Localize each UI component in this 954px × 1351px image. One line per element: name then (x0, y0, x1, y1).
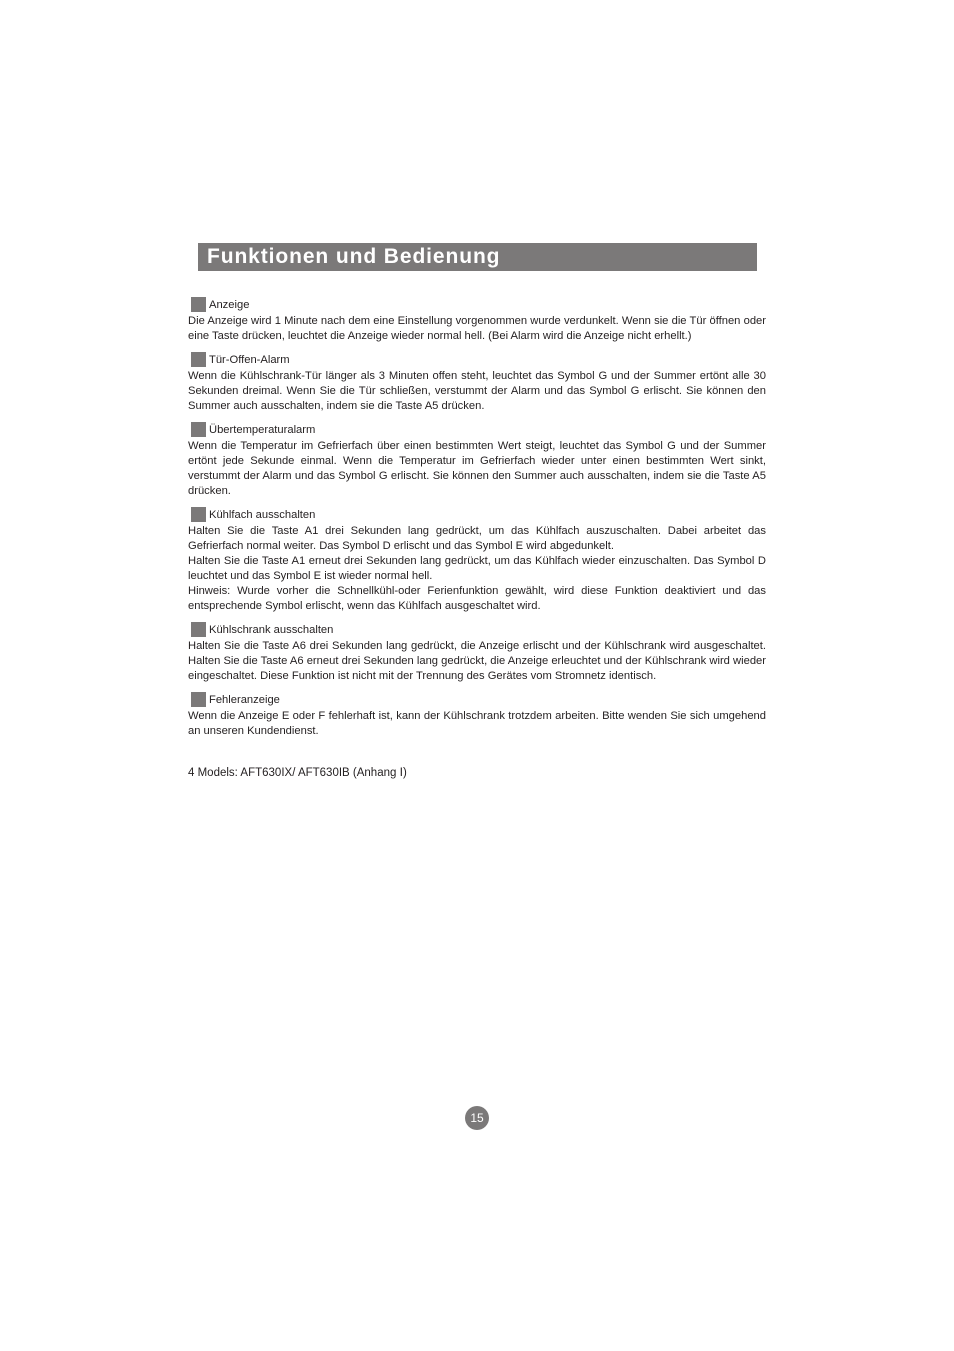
section-heading (191, 690, 766, 707)
section-fridge-compartment-off (188, 505, 766, 614)
square-bullet-icon (191, 692, 206, 707)
section-paragraph: Halten Sie die Taste A1 erneut drei Sekunden lang gedrückt, um das Kühlfach wieder einzuschalten. Das Symbol D leuchtet und das Symbol E ist wieder normal hell. (188, 555, 766, 582)
content-body (188, 295, 766, 745)
section-heading-label: Anzeige (209, 299, 250, 311)
square-bullet-icon (191, 622, 206, 637)
section-paragraph: Wenn die Temperatur im Gefrierfach über einen bestimmten Wert steigt, leuchtet das Symbol G und der Summer ertönt jede Sekunde einmal. Wenn die Temperatur im Gefrierfach wieder unter einen bestimmten Wert sinkt, verstummt der Alarm und das Symbol G erlischt. Sie können den Summer auch ausschalten, indem sie die Taste A5 drücken. (188, 440, 766, 497)
section-refrigerator-off (188, 620, 766, 684)
section-paragraph: Wenn die Kühlschrank-Tür länger als 3 Minuten offen steht, leuchtet das Symbol G und der Summer ertönt alle 30 Sekunden dreimal. Wenn Sie die Tür schließen, verstummt der Alarm und das Symbol G erlischt. Sie können den Summer auch ausschalten, indem sie die Taste A5 drücken. (188, 370, 766, 412)
section-paragraph: Halten Sie die Taste A6 drei Sekunden lang gedrückt, die Anzeige erlischt und der Kühlschrank wird ausgeschaltet. Halten Sie die Taste A6 erneut drei Sekunden lang gedrückt, die Anzeige erleuchtet und der Kühlschrank wird wieder eingeschaltet. Diese Funktion ist nicht mit der Trennung des Gerätes vom Stromnetz identisch. (188, 640, 766, 682)
section-heading-label: Kühlfach ausschalten (209, 509, 316, 521)
section-heading-label: Kühlschrank ausschalten (209, 624, 334, 636)
section-heading (191, 295, 766, 312)
square-bullet-icon (191, 352, 206, 367)
section-heading (191, 350, 766, 367)
section-heading (191, 620, 766, 637)
section-heading (191, 420, 766, 437)
section-paragraph: Wenn die Anzeige E oder F fehlerhaft ist, kann der Kühlschrank trotzdem arbeiten. Bitte wenden Sie sich umgehend an unseren Kundendienst. (188, 710, 766, 737)
section-door-open-alarm (188, 350, 766, 414)
models-note: 4 Models: AFT630IX/ AFT630IB (Anhang Ⅰ) (188, 767, 407, 779)
section-heading-label: Übertemperaturalarm (209, 424, 316, 436)
section-heading-label: Fehleranzeige (209, 694, 280, 706)
square-bullet-icon (191, 507, 206, 522)
page-title: Funktionen und Bedienung (207, 245, 501, 268)
section-paragraph: Hinweis: Wurde vorher die Schnellkühl-oder Ferienfunktion gewählt, wird diese Funktion deaktiviert und das entsprechende Symbol erlischt, wenn das Kühlfach ausgeschaltet wird. (188, 585, 766, 612)
section-heading (191, 505, 766, 522)
square-bullet-icon (191, 422, 206, 437)
square-bullet-icon (191, 297, 206, 312)
section-title-bar (198, 243, 757, 271)
section-display (188, 295, 766, 344)
section-paragraph: Halten Sie die Taste A1 drei Sekunden lang gedrückt, um das Kühlfach auszuschalten. Dabei arbeitet das Gefrierfach normal weiter. Das Symbol D erlischt und das Symbol E wird abgedunkelt. (188, 525, 766, 552)
section-overtemperature-alarm (188, 420, 766, 499)
page-number-badge: 15 (465, 1106, 489, 1130)
section-paragraph: Die Anzeige wird 1 Minute nach dem eine Einstellung vorgenommen wurde verdunkelt. Wenn sie die Tür öffnen oder eine Taste drücken, leuchtet die Anzeige wieder normal hell. (Bei Alarm wird die Anzeige nicht erhellt.) (188, 315, 766, 342)
section-heading-label: Tür-Offen-Alarm (209, 354, 290, 366)
section-error-display (188, 690, 766, 739)
